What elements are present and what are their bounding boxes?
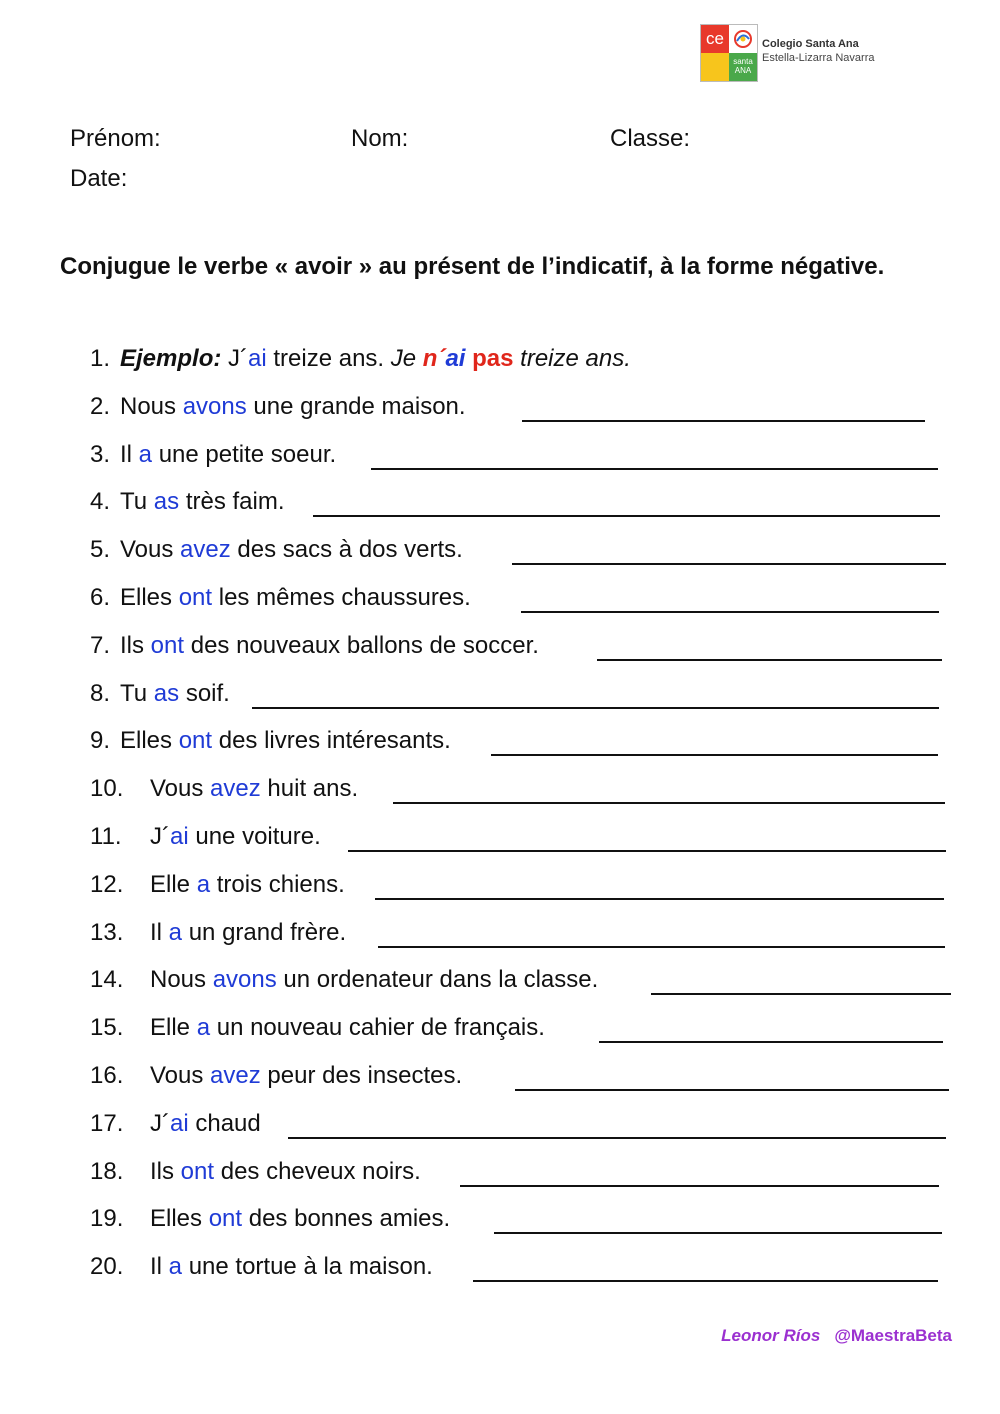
item-number: 8.	[90, 679, 111, 707]
item-rest: des livres intéresants.	[212, 727, 451, 755]
item-subject: Il	[150, 1253, 169, 1281]
item-rest: un grand frère.	[182, 918, 347, 946]
answer-line[interactable]	[378, 946, 945, 948]
item-number: 17.	[90, 1109, 124, 1137]
logo-emblem-icon	[729, 25, 757, 53]
item-sentence	[150, 966, 598, 994]
school-name: Colegio Santa Ana	[762, 38, 859, 50]
item-sentence	[120, 441, 336, 469]
item-number: 13.	[90, 918, 124, 946]
answer-line[interactable]	[393, 802, 945, 804]
exercise-list	[0, 336, 1000, 1292]
item-rest: des nouveaux ballons de soccer.	[184, 631, 539, 659]
item-number: 10.	[90, 775, 124, 803]
item-rest: un ordenateur dans la classe.	[276, 966, 599, 994]
item-subject: Il	[120, 440, 139, 468]
answer-line[interactable]	[494, 1232, 942, 1234]
item-sentence	[150, 1205, 450, 1233]
list-item	[0, 527, 1000, 575]
example-answer-verb: ai	[445, 345, 466, 372]
item-verb: a	[196, 1014, 211, 1042]
item-subject: Ils	[150, 1157, 181, 1185]
list-item	[0, 1244, 1000, 1292]
item-rest: soif.	[179, 679, 230, 707]
item-rest: très faim.	[179, 488, 285, 516]
answer-line[interactable]	[473, 1280, 938, 1282]
list-item	[0, 1101, 1000, 1149]
item-subject: Vous	[150, 775, 211, 803]
item-rest: un nouveau cahier de français.	[210, 1014, 545, 1042]
list-item	[0, 814, 1000, 862]
answer-line[interactable]	[288, 1137, 946, 1139]
list-item	[0, 1053, 1000, 1101]
item-verb: avez	[210, 1061, 261, 1089]
logo-ana: ANA	[734, 66, 752, 75]
item-number: 7.	[90, 631, 111, 659]
logo-santa: santa	[733, 57, 753, 66]
item-number: 15.	[90, 1014, 124, 1042]
answer-line[interactable]	[521, 611, 939, 613]
example-sentence	[120, 345, 631, 373]
answer-line[interactable]	[491, 754, 938, 756]
item-rest: des sacs à dos verts.	[230, 536, 463, 564]
list-item	[0, 1149, 1000, 1197]
logo-santa-ana-text	[729, 53, 757, 81]
item-rest: une petite soeur.	[152, 440, 337, 468]
item-subject: Tu	[120, 679, 154, 707]
list-item	[0, 1196, 1000, 1244]
item-sentence	[120, 393, 466, 421]
item-sentence	[150, 1014, 545, 1042]
item-rest: une grande maison.	[246, 392, 466, 420]
author-name: Leonor Ríos	[721, 1326, 821, 1345]
item-verb: avons	[212, 966, 277, 994]
item-subject: Il	[150, 918, 169, 946]
example-answer-n: n´	[422, 345, 446, 372]
item-verb: ont	[178, 583, 213, 611]
item-sentence	[120, 632, 539, 660]
answer-line[interactable]	[522, 420, 925, 422]
item-number: 5.	[90, 536, 111, 564]
item-verb: as	[153, 679, 180, 707]
logo-mark	[700, 24, 758, 82]
credit-footer	[721, 1326, 952, 1346]
item-verb: ont	[208, 1205, 243, 1233]
item-subject: Nous	[120, 392, 183, 420]
item-subject: Elle	[150, 870, 197, 898]
item-verb: a	[168, 1253, 183, 1281]
item-verb: a	[168, 918, 183, 946]
list-item	[0, 575, 1000, 623]
item-verb: avons	[182, 392, 247, 420]
classe-field: Classe:	[610, 125, 691, 152]
list-item	[0, 862, 1000, 910]
item-sentence	[120, 536, 463, 564]
example-item	[0, 336, 1000, 384]
item-number: 18.	[90, 1157, 124, 1185]
item-sentence	[150, 775, 358, 803]
item-subject: Ils	[120, 631, 151, 659]
instruction-heading: Conjugue le verbe « avoir » au présent de l’indicatif, à la forme négative.	[60, 253, 885, 280]
item-rest: chaud	[188, 1109, 261, 1137]
list-item	[0, 718, 1000, 766]
item-verb: avez	[180, 536, 231, 564]
item-subject: Vous	[150, 1061, 211, 1089]
item-subject: Vous	[120, 536, 181, 564]
item-rest: une tortue à la maison.	[182, 1253, 433, 1281]
author-handle: @MaestraBeta	[834, 1326, 952, 1345]
answer-line[interactable]	[348, 850, 946, 852]
item-verb: a	[196, 870, 211, 898]
item-verb: ai	[170, 822, 189, 850]
answer-line[interactable]	[512, 563, 946, 565]
item-subject: Elles	[120, 583, 179, 611]
item-subject: Elles	[150, 1205, 209, 1233]
item-rest: trois chiens.	[210, 870, 345, 898]
item-verb: ont	[180, 1157, 215, 1185]
item-rest: les mêmes chaussures.	[212, 583, 471, 611]
item-sentence	[150, 919, 346, 947]
example-rest: treize ans.	[266, 345, 391, 372]
list-item	[0, 384, 1000, 432]
item-verb: a	[138, 440, 153, 468]
item-sentence	[150, 1253, 433, 1281]
item-number: 12.	[90, 870, 124, 898]
item-sentence	[150, 823, 321, 851]
answer-line[interactable]	[599, 1041, 943, 1043]
item-number: 9.	[90, 727, 111, 755]
item-subject: Elles	[120, 727, 179, 755]
school-location: Estella-Lizarra Navarra	[762, 52, 875, 64]
date-field: Date:	[70, 165, 128, 192]
item-subject: J´	[150, 1109, 170, 1137]
example-answer-rest: treize ans.	[513, 345, 631, 372]
item-sentence	[150, 871, 345, 899]
item-number: 14.	[90, 966, 124, 994]
item-rest: huit ans.	[260, 775, 359, 803]
item-subject: Nous	[150, 966, 213, 994]
item-number: 2.	[90, 392, 111, 420]
item-sentence	[150, 1110, 261, 1138]
item-subject: Elle	[150, 1014, 197, 1042]
item-sentence	[120, 727, 451, 755]
item-sentence	[150, 1062, 462, 1090]
item-sentence	[120, 680, 230, 708]
item-number: 1.	[90, 345, 111, 372]
item-number: 4.	[90, 488, 111, 516]
nom-field: Nom:	[351, 125, 409, 152]
item-subject: J´	[150, 822, 170, 850]
item-rest: des cheveux noirs.	[214, 1157, 421, 1185]
list-item	[0, 957, 1000, 1005]
item-sentence	[120, 584, 471, 612]
list-item	[0, 479, 1000, 527]
answer-line[interactable]	[313, 515, 940, 517]
item-number: 6.	[90, 583, 111, 611]
answer-line[interactable]	[515, 1089, 949, 1091]
item-sentence	[150, 1158, 421, 1186]
item-rest: des bonnes amies.	[242, 1205, 451, 1233]
item-rest: peur des insectes.	[260, 1061, 463, 1089]
item-number: 16.	[90, 1061, 124, 1089]
list-item	[0, 432, 1000, 480]
list-item	[0, 766, 1000, 814]
item-verb: ont	[178, 727, 213, 755]
list-item	[0, 623, 1000, 671]
prenom-field: Prénom:	[70, 125, 161, 152]
item-sentence	[120, 488, 285, 516]
item-verb: ont	[150, 631, 185, 659]
item-number: 19.	[90, 1205, 124, 1233]
example-answer-je: Je	[390, 345, 423, 372]
item-number: 11.	[90, 822, 122, 850]
school-logo	[700, 24, 900, 82]
item-number: 3.	[90, 440, 111, 468]
item-subject: Tu	[120, 488, 154, 516]
list-item	[0, 1005, 1000, 1053]
example-verb: ai	[248, 345, 267, 372]
answer-line[interactable]	[375, 898, 944, 900]
item-verb: avez	[210, 775, 261, 803]
item-verb: ai	[170, 1109, 189, 1137]
item-verb: as	[153, 488, 180, 516]
list-item	[0, 671, 1000, 719]
example-subject: J´	[221, 345, 249, 372]
item-rest: une voiture.	[188, 822, 321, 850]
answer-line[interactable]	[371, 468, 938, 470]
answer-line[interactable]	[651, 993, 951, 995]
answer-line[interactable]	[597, 659, 942, 661]
answer-line[interactable]	[460, 1185, 939, 1187]
example-label: Ejemplo:	[120, 345, 222, 372]
list-item	[0, 910, 1000, 958]
answer-line[interactable]	[252, 707, 939, 709]
item-number: 20.	[90, 1253, 124, 1281]
logo-ce-text: ce	[701, 25, 729, 53]
logo-yellow-block	[701, 53, 729, 81]
example-answer-pas: pas	[465, 345, 514, 372]
